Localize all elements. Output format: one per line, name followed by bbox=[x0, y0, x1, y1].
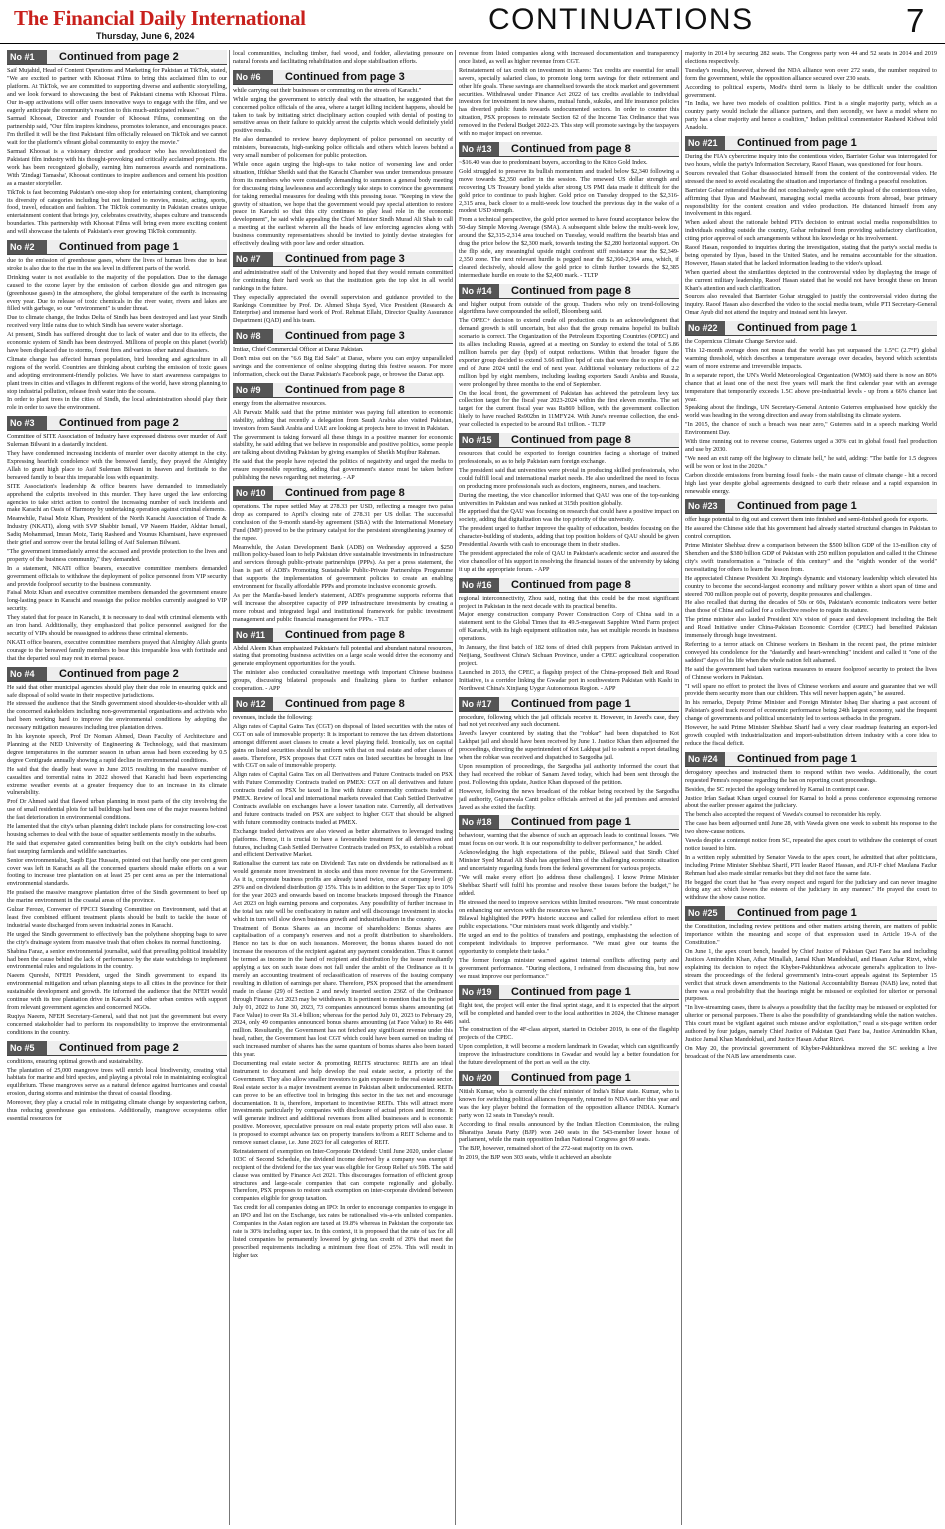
article-paragraph: Meanwhile, the Asian Development Bank (ADB) on Wednesday approved a $250 million policy-based loan to help Pakistan drive sustainable investments in infrastructure and services through public-private partnerships (PPPs). As per a press statement, the loan is part of ADB's Promoting Sustainable Public-Private Partnerships Programme that supports the implementation of government policies to create an enabling environment for fiscally affordable PPPs and promote inclusive economic growth. bbox=[233, 543, 453, 591]
article-paragraph: They especially appreciated the overall supervision and guidance provided to the Rankings Committee by Prof. Dr. Ahmed Shuja Syed, Vice President (Research & Enterprise) and immense hard work of Prof. Rehmat Ellahi, Director Quality Assurance Department (QAD) and his team. bbox=[233, 293, 453, 325]
article-paragraph: He apprised that the QAU was focusing on research that could have a positive impact on society, adding that digitalization was the top priority of the university. bbox=[459, 508, 679, 524]
article-paragraph: Committee of SITE Association of Industry have expressed distress over murder of Asif Suleman Bilwani in a dastardly incident. bbox=[7, 433, 227, 449]
page-number: 7 bbox=[906, 2, 925, 39]
continuation-article bbox=[233, 697, 453, 1260]
article-paragraph: "In 2015, the chance of such a breach was near zero," Guterres said in a speech marking World Environment Day. bbox=[685, 421, 937, 437]
continued-from-label: Continued from page 2 bbox=[47, 667, 227, 681]
continuation-article bbox=[7, 1041, 227, 1123]
article-paragraph: Raoof Hasan, responded to inquiries during the investigation, stating that the party's social media is being operated by Ilyas, based in the United States, and he remains accountable for the situation. However, Hasan stated that he lacked information leading to the video's upload. bbox=[685, 244, 937, 267]
article-paragraph: The government is taking forward all these things in a positive manner for economic stability, he said adding that we believe in responsible and positive politics, some people are talking about dividing Pakistan by giving examples of Sheikh Mujibur Rahman. bbox=[233, 433, 453, 457]
article-paragraph: and administrative staff of the University and hoped that they would remain committed for continuing their hard work so that the institution gets the top slot in all world rankings in the future. bbox=[233, 268, 453, 292]
article-number-badge: No #3 bbox=[7, 416, 47, 430]
article-paragraph: The former foreign minister warned against internal conflicts affecting party and government performance. "During elections, I refrained from discussing this, but now we must improve our performance." bbox=[459, 957, 679, 980]
article-paragraph: The president said that universities were pivotal in producing skilled professionals, who could fulfill local and international market needs. He also underlined the need to focus on producing more professionals such as doctors, engineers, nurses, and teachers. bbox=[459, 466, 679, 490]
article-number-badge: No #15 bbox=[459, 433, 499, 447]
article-paragraph: He said that the deadly heat wave in June 2015 resulting in the massive number of casualties and torrential rains in 2022 showed that Karachi had been experiencing extreme weather events at a greater frequency due to an increase in its climate vulnerability. bbox=[7, 765, 227, 797]
article-paragraph: In his keynote speech, Prof Dr Noman Ahmed, Dean Faculty of Architecture and Planning at the NED University of Engineering & Technology, said that maximum degree temperatures in the summer season in urban areas had been exceeding by 0.5 degree Centigrade annually showing a rapid decline in environmental conditions. bbox=[7, 733, 227, 764]
article-paragraph: Sources also revealed that Barrister Gohar struggled to justify the controversial video during the inquiry. Raoof Hasan also described the video to the social media team, while PTI Secretary-General Omar Ayub did not attend the inquiry and instead sent his lawyer. bbox=[685, 293, 937, 317]
article-paragraph: SITE Association's leadership & office bearers have demanded to immediately apprehend the culprits involved in this murder. They have urged the law enforcing agencies to take strict action to control the increasing number of such incidents and make Karachi an Oasis of Harmony by undertaking operation against criminal elements. bbox=[7, 482, 227, 514]
article-paragraph: conditions, ensuring optimal growth and sustainability. bbox=[7, 1057, 143, 1065]
article-paragraph: He lamented that the city's urban planning didn't include plans for constructing low-cost housing schemes to deal with the issue of squatter settlements mostly in the suburbs. bbox=[7, 823, 227, 838]
article-header bbox=[233, 252, 453, 267]
article-paragraph: Rationalise the current tax rate on Dividend: Tax rate on dividends be rationalised as it would generate more investment in stocks and thus more revenue for the Government. As it is, corporate business profits are already taxed twice, once at company level @ 29% and on dividend distribution @ 15%. This is in addition to the Super Tax up to 10% for the year 2023 and onwards based on income brackets imposed through the Finance Act 2023 on high earning persons and corporates. Any possibility of further increase in the total tax rate will be confiscatory in nature and will discourage investment in stocks which in turn will slow down business growth and industrialisation in the country. bbox=[233, 860, 453, 923]
article-number-badge: No #25 bbox=[685, 906, 725, 920]
article-paragraph: "In India, we have two models of coalition politics. First is a single majority party, which as a country party would include the alliance partners, and then secondly, we have a model where no party has a clear majority and hence a coalition," Indian political commentator Rasheed Kidwai told Anadolu. bbox=[685, 100, 937, 132]
article-paragraph: On May 20, the provincial government of Khyber-Pakhtunkhwa moved the SC seeking a live broadcast of the NAB law amendments case. bbox=[685, 1044, 937, 1060]
continuation-article bbox=[459, 578, 679, 693]
masthead-bar bbox=[0, 0, 945, 44]
article-header bbox=[459, 284, 679, 299]
continued-from-label: Continued from page 3 bbox=[273, 70, 453, 84]
article-paragraph: "We will make every effort [to address these challenges]. I know Prime Minister Shehbaz Sharif will fulfil his promise and resolve these issues before the budget," he added. bbox=[459, 873, 679, 897]
article-paragraph: The BJP, however, remained short of the 272-seat majority on its own. bbox=[459, 1145, 634, 1153]
continuation-article bbox=[459, 815, 679, 980]
article-paragraph: The minister also conducted consultative meetings with important Chinese business groups, discussing bilateral proposals and finalizing plans to further enhance cooperation. - APP bbox=[233, 669, 453, 693]
article-paragraph: When queried about the similarities depicted in the controversial video by displaying the image of the current military leadership, Raoof Hasan stated that he would not have brought these on Imran Khan's attention and such clarification. bbox=[685, 268, 937, 292]
article-paragraph: regional interconnectivity, Zhou said, noting that this could be the most significant project in Pakistan in the next decade with its practical benefits. bbox=[459, 594, 679, 610]
column-divider bbox=[681, 50, 682, 1525]
article-paragraph: He stressed the need to improve services within limited resources. "We must concentrate on enhancing our services with the resources we have." bbox=[459, 898, 679, 914]
text-column-2 bbox=[233, 50, 453, 1525]
article-number-badge: No #19 bbox=[459, 985, 499, 999]
article-paragraph: He said the government had taken various measures to ensure foolproof security to protect the lives of Chinese workers in Pakistan. bbox=[685, 665, 937, 681]
continued-from-label: Continued from page 1 bbox=[725, 321, 937, 335]
continued-from-label: Continued from page 2 bbox=[47, 416, 227, 430]
article-paragraph: In a written reply submitted by Senator Vawda to the apex court, he admitted that after politicians, including Prime Minister Shehbaz Sharif, PTI leader Raoof Hassan, and JUI-F chief Maulana Fazlur Rehman had also made similar remarks but they did not face the same fate. bbox=[685, 853, 937, 877]
article-paragraph: In 2019, the BJP won 303 seats, while it achieved an absolute bbox=[459, 1154, 612, 1162]
continued-from-label: Continued from page 8 bbox=[273, 628, 453, 642]
continuation-article bbox=[233, 50, 453, 66]
article-paragraph: The president urged to further improve the quality of education, besides focusing on the character-building of students, adding that top position holders of QAU should be given Presidential Awards with cash to encourage them in their studies. bbox=[459, 525, 679, 549]
continuation-article bbox=[459, 50, 679, 138]
article-paragraph: procedure, following which the jail officials receive it. However, in Javed's case, they had not yet received any such document. bbox=[459, 713, 679, 729]
continued-from-label: Continued from page 8 bbox=[499, 578, 679, 592]
continuation-article bbox=[685, 136, 937, 317]
article-header bbox=[233, 329, 453, 344]
article-number-badge: No #17 bbox=[459, 697, 499, 711]
article-paragraph: Climate change has affected human population, bird breeding and agriculture in all regions of the world. Countries are thinking about curbing the emission of toxic gases and adopting environment-friendly policies. We have to start awareness campaigns to plant trees in cities and villages in different regions of the world, have strong planning to stop industrial pollution, release fresh water into the oceans. bbox=[7, 355, 227, 395]
article-paragraph: Acknowledging the high expectations of the public, Bilawal said that Sindh Chief Minister Syed Murad Ali Shah has apprised him of the challenging economic situation and uncertainty regarding funds from the federal government for various projects. bbox=[459, 849, 679, 873]
article-header bbox=[685, 752, 937, 767]
article-number-badge: No #7 bbox=[233, 252, 273, 266]
article-paragraph: On the local front, the government of Pakistan has achieved the petroleum levy tax collection target for the fiscal year 2023-2024 within the first eleven months. The set target for the current fiscal year was Rs869 billion, with the government collection likely to have reached Rs902bn in 11MFY24. With June's revenue collection, the end-year collected is expected to be around Rs1 trillion. - TLTP bbox=[459, 389, 679, 429]
article-paragraph: Align rates of Capital Gains Tax on all Derivatives and Future Contracts traded on PSX with Future Commodity Contracts traded on PMEX: CGT on all derivatives and future contracts traded on PSX be taxed in line with future commodity contracts traded at PMEX. Review of local and international markets revealed that Cash Settled Derivative Contracts available on exchanges have a lower taxation rate. Currently, all derivatives and future contracts traded on PSX are subject to higher CGT that should be aligned with future commodity contracts traded at PMEX. bbox=[233, 771, 453, 826]
article-paragraph: Referring to a terror attack on Chinese workers in Besham in the recent past, the prime minister conveyed his condolence for the "dastardly and heart-wrenching" incident and called it "one of the saddest" days of his life when the whole nation felt ashamed. bbox=[685, 641, 937, 664]
article-paragraph: The OPEC+ decision to extend crude oil production cuts is an acknowledgment that demand growth is still uncertain, but also that the group remains hopeful its bullish scenario is correct. The Organization of the Petroleum Exporting Countries (OPEC) and its allies including Russia, agreed at a meeting on Sunday to extend the total of 5.86 million barrels per day (bpd) of output reductions. Within that broader figure the exporter group decided to extend 3.66 million bpd of cuts that were due to expire at the end of June 2024 until the end of next year. Additional voluntary reductions of 2.2 million bpd by eight members, including leading exporters Saudi Arabia and Russia, were prolonged by three months to the end of September. bbox=[459, 317, 679, 388]
continuation-article bbox=[233, 252, 453, 325]
article-paragraph: During the meeting, the vice chancellor informed that QAU was one of the top-ranking universities in Pakistan and was ranked at 315th position globally. bbox=[459, 491, 679, 507]
continuation-article bbox=[233, 329, 453, 379]
article-paragraph: With time running out to reverse course, Guterres urged a 30% cut in global fossil fuel production and use by 2030. bbox=[685, 438, 937, 453]
article-paragraph: Upon resumption of proceedings, the Sargodha jail authority informed the court that they had received the robkar of Sanam Javed today, which had been sent through the post. Following this update, Justice Khan disposed of the petition. bbox=[459, 762, 679, 786]
article-paragraph: Ali Parvaiz Malik said that the prime minister was paying full attention to economic stability, adding that recently a delegation from Saudi Arabia also visited Pakistan, investors from Saudi Arabia and UAE are looking at projects here to invest in Pakistan. bbox=[233, 408, 453, 432]
continuation-article bbox=[459, 1071, 679, 1162]
article-paragraph: Reinstatement of exemption on Inter-Corporate Dividend: Until June 2020, under clause 103C of Second Schedule, the dividend income derived by a company was exempt if recipient of the dividend for the tax year was eligible for Group Relief u/s 59B. The said clause was omitted by Finance Act 2021. This discourages formation of efficient group structures and large-scale companies that can compete regionally and globally. Therefore, PSX proposes to restore such exemption on inter-corporate dividend between companies eligible for group taxation. bbox=[233, 1147, 453, 1203]
article-paragraph: They have condemned increasing incidents of murder over dacoity attempt in the city. Expressing heartfelt condolence with the bereaved family, they prayed the Almighty Allah to grant high place to Asif Suleman Bilwani in heaven and fortitude to the bereaved family to bear this irreparable loss with equanimity. bbox=[7, 450, 227, 481]
continued-from-label: Continued from page 2 bbox=[47, 50, 227, 64]
article-paragraph: Gold struggled to preserve its bullish momentum and traded below $2,340 following a move towards $2,350 earlier in the session. The renewed US dollar strength and recovering US Treasury bond yields after strong US PMI data made it difficult for the gold price to continue to push higher. Gold price on Tuesday dropped to the $2,316-2,315 area, back closer to a multi-week low touched the previous day in the wake of a modest USD strength. bbox=[459, 167, 679, 215]
continued-from-label: Continued from page 3 bbox=[273, 252, 453, 266]
continued-from-label: Continued from page 1 bbox=[499, 815, 679, 829]
article-number-badge: No #20 bbox=[459, 1071, 499, 1085]
article-paragraph: He appreciated Chinese President Xi Jinping's dynamic and visionary leadership which elevated his country to become the second-largest economy and military power within a short span of time and steered 700 million people out of poverty, despite pressures and challenges. bbox=[685, 574, 937, 598]
article-paragraph: At present, Sindh has suffered drought due to lack of water and due to its effects, the economic system of Sindh has been destroyed. Millions of people on this planet (world) have been displaced due to storms, forest fires and various other natural disasters. bbox=[7, 331, 227, 354]
article-paragraph: When asked about the rationale behind PTI's decision to entrust social media responsibilities to individuals residing outside the country, Gohar refrained from providing satisfactory clarification, citing prior approval of such arrangements without his knowledge or his involvement. bbox=[685, 219, 937, 243]
article-number-badge: No #9 bbox=[233, 383, 273, 397]
continuation-article bbox=[685, 499, 937, 747]
article-paragraph: Saif Mujahid, Head of Content Operations and Marketing for Pakistan at TikTok, stated, "We are excited to partner with Khoosat Films to bring this acclaimed film to our platform. At TikTok, we are committed to supporting diverse and authentic storytelling, and we look forward to showcasing the best of Pakistani cinema with Khoosat Films. Our in-app activations will offer users innovative ways to engage with the film, and we eagerly anticipate the community's reaction to this much-anticipated release." bbox=[7, 67, 227, 114]
article-paragraph: Speaking about the findings, UN Secretary-General Antonio Guterres emphasised how quickly the world was heading in the wrong direction and away from stabilising its climate system. bbox=[685, 404, 937, 420]
continuation-article bbox=[7, 240, 227, 412]
article-header bbox=[7, 416, 227, 431]
article-number-badge: No #14 bbox=[459, 284, 499, 298]
continued-from-label: Continued from page 1 bbox=[499, 697, 679, 711]
article-paragraph: As per the Manila-based lender's statement, ADB's programme supports reforms that will increase the absorptive capacity of PPP infrastructure investments by creating a more robust and integrated legal and institutional framework for public investment management and public financial management for PPPs. - TLT bbox=[233, 591, 453, 623]
continued-from-label: Continued from page 8 bbox=[273, 486, 453, 500]
article-paragraph: revenue from listed companies along with increased documentation and transparency once listed, as well as higher revenue from CGT. bbox=[459, 50, 679, 65]
newspaper-title: The Financial Daily International bbox=[14, 6, 306, 30]
article-paragraph: However, following the news broadcast of the robkar being received by the Sargodha jail authority, Gujranwala Cantt police officials arrived at the jail premises and arrested Javed as she exited the facility. bbox=[459, 787, 679, 811]
article-paragraph: From a technical perspective, the gold price seemed to have found acceptance below the 50-day Simple Moving Average (SMA). A subsequent slide below the multi-week low, around the $2,315-2,314 area touched on Tuesday, would reaffirm the bearish bias and drag the price below the $2,300 mark, towards testing the $2,280 horizontal support. On the flip side, any meaningful upside might confront stiff resistance near the $2,349-2,350 zone. The next relevant hurdle is pegged near the $2,360-2,364 area, which, if cleared decisively, should allow the gold price to climb further towards the $2,385 intermediate hurdle en route to the $2,400 mark. - TLTP bbox=[459, 216, 679, 279]
article-paragraph: The plantation of 25,000 mangrove trees will enrich local biodiversity, creating vital habitats for marine and bird species, and playing a pivotal role in maintaining ecological equilibrium. These mangroves serve as a natural defence against hurricanes and coastal erosion, during storms and minimise the threat of coastal flooding. bbox=[7, 1066, 227, 1098]
article-paragraph: Tuesday's results, however, showed the NDA alliance won over 272 seats, the number required to form the government, while the opposition alliance secured over 230 seats. bbox=[685, 66, 937, 82]
continued-from-label: Continued from page 1 bbox=[725, 136, 937, 150]
article-paragraph: While urging the government to strictly deal with the situation, he suggested that the concerned police officials of the area, where a target killing incident happens, should be taken to task by initiating strict disciplinary action coupled with denial of posting to sensitive areas on their failure to quickly arrest the culprits which would definitely yield positive results. bbox=[233, 95, 453, 135]
article-paragraph: He urged an end to the politics of transfers and postings, emphasising the selection of competent individuals to improve performance. "We must give our teams the opportunity to complete their tasks." bbox=[459, 932, 679, 956]
article-header bbox=[685, 906, 937, 921]
article-paragraph: NKATI office bearers, executive committee members prayed that Almighty Allah grants courage to the bereaved family members to bear this irreparable loss with fortitude and that the departed soul may rest in eternal peace. bbox=[7, 638, 227, 662]
article-paragraph: Sarmad Khoosat is a visionary director and producer who has revolutionized the Pakistani film industry with his thought-provoking and critically acclaimed projects. His work has been recognized globally, earning him numerous awards and nominations. With 'Zindagi Tamasha', Khoosat continues to inspire audiences and cement his position as a master storyteller. bbox=[7, 148, 227, 187]
article-header bbox=[7, 1041, 227, 1056]
article-paragraph: He stressed the audience that the Sindh government stood shoulder-to-shoulder with all the concerned stakeholders including non-governmental organisations and activists who had been working hard to improve the environmental conditions by adopting the necessary mitigation measures including tree plantation drives. bbox=[7, 700, 227, 732]
article-paragraph: Javed's lawyer countered by stating that the "robkar" had been dispatched to Kot Lakhpat jail and should have been received by June 1. Justice Khan then adjourned the proceedings, directing the superintendent of Kot Lakhpat jail to submit a report detailing when the robkar was received and dispatched to Sargodha jail. bbox=[459, 730, 679, 762]
article-header bbox=[685, 321, 937, 336]
article-paragraph: local communities, including timber, fuel wood, and fodder, alleviating pressure on natural forests and facilitating rehabilitation and slope stabilisation efforts. bbox=[233, 50, 453, 65]
article-paragraph: Abdul Aleem Khan emphasized Pakistan's full potential and abundant natural resources, stating that promoting business activities on a large scale would drive the economy and generate employment opportunities for the youth. bbox=[233, 644, 453, 668]
article-number-badge: No #16 bbox=[459, 578, 499, 592]
article-paragraph: "In live-streaming cases, there is always a possibility that the facility may be misused or exploited for ulterior or personal purposes. There is also the possibility of grandstanding while the nation watches. This court must be vigilant against such misuse and/or exploitation," read a six-page written order authored by four judges, namely Chief Justice of Pakistan Qazi Faez Isa, Justice Aminuddin Khan, Justice Jamal Khan Mandokhail, and Justice Hasan Azhar Rizvi. bbox=[685, 1004, 937, 1043]
article-number-badge: No #18 bbox=[459, 815, 499, 829]
article-number-badge: No #23 bbox=[685, 499, 725, 513]
article-paragraph: Senior environmentalist, Saqib Ejaz Hussain, pointed out that hardly one per cent green cover was left in Karachi as all the concerned quarters should make efforts on a war footing to increase tree plantation on at least 25 per cent area as per the international environmental standards. bbox=[7, 856, 227, 888]
continuation-article bbox=[459, 284, 679, 430]
article-paragraph: While once again urging the high-ups to take notice of worsening law and order situation, Iftikhar Sheikh said that the Karachi Chamber was under tremendous pressure from its members who were constantly demanding to summon a general body meeting for discussing rising lawlessness and accordingly take steps to convince the government for taking remedial measures for dealing with this pressing issue. "Keeping in view the gravity of situation, we hope that the government would pay special attention to restore peace in Karachi so that this city continues to play lead role in the economic development", he said while appealing the Chief Minister Sindh Murad Ali Shah to call a meeting at the earliest wherein all the heads of law enforcing agencies along with business community representatives should be invited to jointly devise strategies for effectively dealing with poor law and order situation. bbox=[233, 160, 453, 248]
article-number-badge: No #5 bbox=[7, 1041, 47, 1055]
article-paragraph: This 12-month average does not mean that the world has yet surpassed the 1.5°C (2.7°F) global warming threshold, which describes a temperature average over decades, beyond which scientists warn of more extreme and irreversible impacts. bbox=[685, 347, 937, 370]
article-paragraph: In his remarks, Deputy Prime Minister and Foreign Minister Ishaq Dar sharing a past account of Pakistan's good track record of economic performance being 24th largest economy, said the frequent change of governments and political uncertainty led to serious setbacks in the program. bbox=[685, 699, 937, 723]
article-paragraph: He also recalled that during the decades of 50s or 60s, Pakistan's economic indicators were better than those of China and called for a collective resolve to regain its stature. bbox=[685, 599, 937, 615]
continuation-article bbox=[685, 906, 937, 1060]
article-paragraph: while carrying out their businesses or commuting on the streets of Karachi." bbox=[233, 86, 422, 94]
article-header bbox=[7, 240, 227, 255]
continuation-article bbox=[7, 667, 227, 1037]
continuation-article bbox=[459, 697, 679, 812]
article-paragraph: They stated that for peace in Karachi, it is necessary to deal with criminal elements with an iron hand. Additionally, they emphasized that police personnel assigned for the security of VIPs should be reassigned to address these criminal elements. bbox=[7, 614, 227, 637]
article-paragraph: Shabina Faraz, a senior environmental journalist, said that prevailing political instability had been the cause behind the lack of performance by the state watchdogs to implement environmental rules and regulations in the country. bbox=[7, 947, 227, 971]
article-paragraph: the Copernicus Climate Change Service said. bbox=[685, 338, 798, 346]
continuation-article bbox=[233, 70, 453, 248]
article-paragraph: In a separate report, the UN's World Meteorological Organization (WMO) said there is now an 80% chance that at least one of the next five years will mark the first calendar year with an average temperature that temporarily exceeds 1.5C above pre-industrial levels - up from a 66% chance last year. bbox=[685, 371, 937, 403]
article-paragraph: "The government immediately arrest the accused and provide protection to the lives and property of the business community," they demanded. bbox=[7, 547, 227, 563]
article-header bbox=[459, 433, 679, 448]
article-paragraph: Besides, the SC rejected the apology tendered by Kamal in contempt case. bbox=[685, 785, 870, 793]
article-paragraph: Naeem Qureshi, NFEH President, urged the Sindh government to expand its environmental mitigation and urban planning steps to all cities in the province for their sustainable development and growth. He informed the audience that the NFEH would continue with its tree plantation drive in Karachi and other urban centres with support from relevant government agencies and concerned NGOs. bbox=[7, 972, 227, 1011]
article-header bbox=[233, 697, 453, 712]
article-paragraph: Sarmad Khoosat, Director and Founder of Khoosat Films, commenting on the partnership said, "Our film inspires kindness, promotes tolerance, and encourages peace. I'm thrilled it will be the first Pakistani film officially released on TikTok and we cannot wait for the platform's vibrant global community to enjoy the movie." bbox=[7, 115, 227, 147]
article-paragraph: Launched in 2013, the CPEC, a flagship project of the China-proposed Belt and Road Initiative, is a corridor linking the Gwadar port in southwestern Pakistan with Kashi in Northwest China's Xinjiang Uygur Autonomous Region. - APP bbox=[459, 668, 679, 692]
continued-from-label: Continued from page 8 bbox=[499, 433, 679, 447]
article-number-badge: No #8 bbox=[233, 329, 273, 343]
continuation-article bbox=[233, 628, 453, 693]
article-header bbox=[7, 667, 227, 682]
article-paragraph: The construction of the 4F-class airport, started in October 2019, is one of the flagship projects of the CPEC. bbox=[459, 1026, 679, 1042]
continuation-article bbox=[233, 486, 453, 624]
article-paragraph: Faisal Moiz Khan and executive committee members demanded the government ensure long-lasting peace in Karachi and reassign the police mobiles currently assigned to VIP security. bbox=[7, 589, 227, 613]
article-paragraph: He urged the Sindh government to effectively ban the polythene shopping bags to save the city's drainage system from massive trash that often chokes its normal functioning. bbox=[7, 930, 227, 946]
article-paragraph: Sources revealed that Gohar disassociated himself from the content of the controversial video. He stressed the need to avoid escalating the situation and importance of finding a peaceful resolution. bbox=[685, 169, 937, 185]
article-paragraph: Reinstatement of tax credit on investment in shares: Tax credits are essential for small savers, specially salaried class, to promote long term savings for their retirement and other life goals. These savings are channelised towards the stock market and government securities. Withdrawal under Finance Act 2022 of tax credits available to individual investors for investment in new shares, mutual funds, sukuks, and life insurance policies has diverted public funds towards undocumented sectors. In order to counter this situation, PSX proposes to reinstate Section 62 of the Income Tax Ordinance that was removed in the Federal Budget 2022-23. This step will promote savings by the taxpayers with no major impact on revenue. bbox=[459, 66, 679, 138]
continued-from-label: Continued from page 1 bbox=[725, 499, 937, 513]
article-paragraph: Tax credit for all companies doing an IPO: In order to encourage companies to engage in an IPO and list on the Exchange, tax rates be rationalised vis-a-vis unlisted companies. Companies in the Asian region are taxed at 19.8% whereas in Pakistan the corporate tax rate is 30% including super tax. In this context, it is proposed that the rate of tax for all listed companies be permanently lowered by giving tax credit of 20% that meet the prescribed requirements including a minimum free float of 25%. This will result in higher tax bbox=[233, 1204, 453, 1259]
article-paragraph: The prime minister also lauded President Xi's vision of peace and development including the Belt and Road Initiative under China-Pakistan Economic Corridor (CPEC) had benefited Pakistan immensely through huge investment. bbox=[685, 616, 937, 640]
article-paragraph: According to political experts, Modi's third term is likely to be difficult under the coalition government. bbox=[685, 83, 937, 99]
article-number-badge: No #24 bbox=[685, 752, 725, 766]
article-paragraph: He said that the people have rejected the politics of negativity and urged the media to ensure responsible reporting, adding that government's stance must be taken before publishing the news regarding net metering. - AP bbox=[233, 458, 453, 482]
article-number-badge: No #22 bbox=[685, 321, 725, 335]
continuation-article bbox=[459, 142, 679, 280]
article-paragraph: The president appreciated the role of QAU in Pakistan's academic sector and assured the vice chancellor of his support in resolving the financial issues of the university by taking it up at the appropriate forum. - APP bbox=[459, 549, 679, 573]
article-paragraph: According to final results announced by the Indian Election Commission, the ruling Bharatiya Janata Party (BJP) won 240 seats in the 543-member lower house of parliament, while the main opposition Indian National Congress got 99 seats. bbox=[459, 1120, 679, 1144]
text-column-3 bbox=[459, 50, 679, 1525]
article-paragraph: In a statement, NKATI office bearers, executive committee members demanded government officials to withdraw the deployment of police personnel from VIP security and provide foolproof security to the business community. bbox=[7, 564, 227, 588]
article-paragraph: He said that expensive gated communities being built on the city's outskirts had been fast usurping farmlands and wildlife sanctuaries. bbox=[7, 839, 227, 855]
article-paragraph: On June 1, the apex court bench, headed by Chief Justice of Pakistan Qazi Faez Isa and including Justices Aminuddin Khan, Athar Minallah, Jamal Khan Mandokhail, and Hasan Azhar Rizvi, while explaining its decision to reject the Khyber-Pakhtunkhwa advocate general's application to live-stream the proceedings of the federal government's intra-court appeals against its September 15 verdict that struck down amendments to the National Accountability Bureau (NAB) law, noted that there was a real probability that the hearings might be misused or exploited for ulterior or personal purposes. bbox=[685, 948, 937, 1003]
article-paragraph: operations. The rupee settled May at 278.33 per USD, reflecting a meagre two paisa drop as compared to April's closing rate of 278.31 per US dollar. The successful conclusion of the 9-month stand-by agreement (SBA) with the International Monetary Fund (IMF) proved to be the primary catalyst for the persistent strengthening journey of the rupee. bbox=[233, 502, 453, 542]
article-paragraph: Prime Minister Shehbaz drew a comparison between the $500 billion GDP of the 13-million city of Shenzhen and the $380 billion GDP of Pakistan with 250 million population and called it the Chinese city's swift transformation a "miracle of this century" and the "eighth wonder of the world" necessitating for others to learn the lesson from. bbox=[685, 542, 937, 573]
article-paragraph: Major energy construction company Power Construction Corp of China said in a statement sent to the Global Times that its 49.5-megawatt Sapphire Wind Farm project off Karachi, with its high equipment utilization rate, has set multiple records in business operations. bbox=[459, 611, 679, 643]
article-paragraph: TikTok is fast becoming Pakistan's one-stop shop for entertaining content, championing its diversity of categories including but not limited to movies, music, acting, sports, food, travel, education and fashion. The TikTok community in Pakistan creates unique entertainment content that brings joy, celebrates creativity, shapes culture and transcends boundaries. This partnership with Khoosat Films will bring even more exciting content and will showcase the talents of Pakistan's ever growing TikTok community. bbox=[7, 188, 227, 236]
continuation-article bbox=[685, 752, 937, 903]
article-paragraph: Documenting real estate sector & promoting REITS structures: REITs are an ideal instrument to document and help develop the real estate sector, a priority of the Government. They also allow smaller investors to gain exposure to the real estate sector. Real estate sector is a major investment avenue in Pakistan albeit undocumented. REITs can prove to be an effective tool in bringing this sector in the tax net and encourage documentation. It is, therefore, important to incentivise REITs. This will attract more investments particularly by companies with disclosure of actual prices and income. It will generate indirect and additional revenues from allied businesses and is economic positive. Moreover, speculative pressure on real estate property prices will also ease. It is proposed to exempt advance tax on property transfers to/from a REIT Scheme and to remove sunset clause, i.e. June 2023 for all categories of REIT. bbox=[233, 1059, 453, 1147]
article-paragraph: Imtiaz, Chief Commercial Officer at Daraz Pakistan. bbox=[233, 346, 364, 354]
article-header bbox=[233, 70, 453, 85]
article-paragraph: derogatory speeches and instructed them to respond within two weeks. Additionally, the court requested Pemra's response regarding the ban on reporting court proceedings. bbox=[685, 768, 937, 784]
continued-from-label: Continued from page 8 bbox=[273, 697, 453, 711]
section-title: CONTINUATIONS bbox=[488, 3, 754, 36]
article-paragraph: "We need an exit ramp off the highway to climate hell," he said, adding: "The battle for 1.5 degrees will be won or lost in the 2020s." bbox=[685, 454, 937, 470]
article-paragraph: In order to plant trees in the cities of Sindh, the local administration should play their role in order to save the environment. bbox=[7, 396, 227, 412]
article-number-badge: No #12 bbox=[233, 697, 273, 711]
article-paragraph: Nitish Kumar, who is currently the chief minister of India's Bihar state. Kumar, who is known for switching political alliances frequently, returned to NDA earlier this year and was the key player behind the formation of the opposition alliance INDIA. Kumar's party won 12 seats in Tuesday's result. bbox=[459, 1087, 679, 1119]
continued-from-label: Continued from page 1 bbox=[499, 1071, 679, 1085]
article-paragraph: the Constitution, including review petitions and other matters arising therein, are matters of public importance within the meaning and scope of that expression used in Article 19-A of the Constitution." bbox=[685, 923, 937, 947]
article-header bbox=[459, 697, 679, 712]
continued-from-label: Continued from page 8 bbox=[499, 284, 679, 298]
article-paragraph: Prof Dr Ahmed said that flawed urban planning in most parts of the city involving the use of small residential plots for tall buildings had been one of the major reasons behind the fast deterioration in environmental conditions. bbox=[7, 798, 227, 822]
article-header bbox=[7, 50, 227, 65]
article-header bbox=[233, 486, 453, 501]
article-header bbox=[233, 383, 453, 398]
article-paragraph: Drinking water is not available to the majority of the population. Due to the damage caused to the ozone layer by the emission of carbon dioxide gas and nitrogen gas (greenhouse gases) in the atmosphere, the global temperature of the earth is increasing every year. Due to release of toxic chemicals in the river water, rivers and lakes are filled with garbage, so our "environment" is under threat. bbox=[7, 273, 227, 313]
article-number-badge: No #13 bbox=[459, 142, 499, 156]
article-number-badge: No #1 bbox=[7, 50, 47, 64]
column-divider bbox=[229, 50, 230, 1525]
article-paragraph: During the FIA's cybercrime inquiry into the contentious video, Barrister Gohar was interrogated for two hours, while the party's Information Secretary, Raoof Hasan, was questioned for four hours. bbox=[685, 153, 937, 168]
article-paragraph: Bilawal highlighted the PPP's historic success and called for relentless effort to meet public expectations. "Our ministers must work diligently and visibly." bbox=[459, 915, 679, 931]
article-paragraph: Align rates of Capital Gains Tax (CGT) on disposal of listed securities with the rates of CGT on sale of immovable property: It is important to remove the tax driven distortions amongst different asset classes to create a level playing field. Ironically, tax on capital gains on listed securities should be uniform with that on real estate and other classes of assets. Therefore, PSX proposes that CGT rates on listed securities be brought in line with CGT on sale of immovable property. bbox=[233, 722, 453, 770]
article-paragraph: He praised the massive mangrove plantation drive of the Sindh government to beef up the marine environment in the coastal areas of the province. bbox=[7, 889, 227, 905]
article-header bbox=[685, 499, 937, 514]
continued-from-label: Continued from page 3 bbox=[273, 329, 453, 343]
issue-date: Thursday, June 6, 2024 bbox=[96, 31, 195, 41]
article-paragraph: In January, the first batch of 182 tons of dried chili peppers from Pakistan arrived in Neijiang, Southwest China's Sichuan Province, under a CPEC agricultural cooperation project. bbox=[459, 644, 679, 667]
article-number-badge: No #10 bbox=[233, 486, 273, 500]
article-paragraph: Meanwhile, Faisal Moiz Khan, President of the North Karachi Association of Trade & Industry (NKATI), along with SVP Shabbir Ismail, VP Naeem Haider, Akhtar Ismail, Sadiq Mohammad, Imran Moiz, Tariq Rasheed and Younus Khamisani, have expressed their grief and sorrow over the brutal killing of Asif Suleman Bilwani. bbox=[7, 515, 227, 547]
continuation-article bbox=[685, 321, 937, 495]
continued-from-label: Continued from page 1 bbox=[725, 752, 937, 766]
continuation-article bbox=[7, 50, 227, 236]
continuation-article bbox=[685, 50, 937, 132]
article-paragraph: Justice Irfan Sadaat Khan urged counsel for Kamal to hold a press conference expressing remorse about the earlier presser against the judiciary. bbox=[685, 794, 937, 810]
article-paragraph: Moreover, they play a crucial role in mitigating climate change by sequestering carbon, thus reducing greenhouse gas emissions. Additionally, mangrove ecosystems offer essential resources for bbox=[7, 1099, 227, 1122]
article-header bbox=[459, 1071, 679, 1086]
article-paragraph: due to the emission of greenhouse gases, where the lives of human lives due to heat stroke is also due to the rise in the sea level in different parts of the world. bbox=[7, 257, 227, 272]
continuation-article bbox=[459, 433, 679, 574]
article-header bbox=[685, 136, 937, 151]
article-number-badge: No #2 bbox=[7, 240, 47, 254]
article-paragraph: ~$16.40 was due to predominant buyers, according to the Kitco Gold Index. bbox=[459, 158, 648, 166]
continued-from-label: Continued from page 1 bbox=[499, 985, 679, 999]
continued-from-label: Continued from page 2 bbox=[47, 1041, 227, 1055]
article-paragraph: Due to climate change, the Indus Delta of Sindh has been destroyed and last year Sindh received very little rains due to which Sindh has severe water shortage. bbox=[7, 314, 227, 330]
article-number-badge: No #6 bbox=[233, 70, 273, 84]
article-paragraph: Upon completion, it will become a modern landmark in Gwadar, which can significantly improve the infrastructure conditions in Gwadar and would lay a better foundation for the future development of the port as well as the city. bbox=[459, 1043, 679, 1067]
column-divider bbox=[455, 50, 456, 1525]
article-header bbox=[233, 628, 453, 643]
article-paragraph: Exchange traded derivatives are also viewed as better alternatives to leveraged trading platforms. Hence, it is crucial to have a favourable treatment for all derivatives and futures, including Cash Settled Derivative Contracts traded on PSX, to establish a robust and efficient Derivative Market. bbox=[233, 827, 453, 859]
article-paragraph: The case has been adjourned until June 28, with Vawda given one week to submit his response to the two show-cause notices. bbox=[685, 820, 937, 836]
article-paragraph: Don't miss out on the "6.6 Big Eid Sale" at Daraz, where you can enjoy unparalleled savings and the convenience of online shopping during this festive season. For more information, check out the Daraz Pakistan's Facebook page, or browse the Daraz app. bbox=[233, 355, 453, 378]
article-paragraph: "I will spare no effort to protect the lives of Chinese workers and assure and guarantee that we will provide them security more than our children. This will never happen again," he assured. bbox=[685, 682, 937, 698]
text-column-1 bbox=[7, 50, 227, 1525]
article-paragraph: behaviour, warning that the absence of such an approach leads to continual losses. "We must focus on our work. It is our responsibility to deliver performance," he added. bbox=[459, 832, 679, 848]
continued-from-label: Continued from page 8 bbox=[273, 383, 453, 397]
article-header bbox=[459, 985, 679, 1000]
article-paragraph: He also demanded to review heavy deployment of police personnel on security of ministers, bureaucrats, high-ranking police officials and others which leaves behind a very small number of policemen for public protection. bbox=[233, 136, 453, 160]
continued-from-label: Continued from page 1 bbox=[725, 906, 937, 920]
article-paragraph: Treatment of Bonus Shares as an income of shareholders: Bonus shares are capitalisation of a company's reserves and not a profit distribution to shareholders. Hence no tax is due on such issuances. Moreover, the bonus shares issued do not increase the resources of the recipient against any payment consideration. Thus it cannot be termed as income in the hand of recipient and distribution by the issuer resultantly applying a tax on such issue does not fall under the ambit of the Ordinance as it is merely an accounting treatment of reclassification of reserves of the issuing company resulting in dilution of earnings per share. Therefore, PSX proposed that the amendment made in clause (29) of Section 2 and newly inserted section 236Z of the Ordinance through Finance Act 2023 may be withdrawn. It is pertinent to mention that in the period July 01, 2022 to June 30, 2023, 73 companies announced bonus shares amounting (at Face Value) to over Rs 31.4 billion; whereas for the period July 01, 2023 to February 29, 2024, only 49 companies announced bonus shares amounting (at Face Value) to Rs 446 million. Resultantly, the Government has not fetched any significant revenue under this head, rather, the Government has lost CGT which could have been earned on trading of such increased number of shares has the same quantum of bonus shares also been issued this year. bbox=[233, 924, 453, 1059]
article-paragraph: Barrister Gohar reiterated that he did not conclusively agree with the upload of the contentious video, affirming that Ilyas and Mashwani, managing social media accounts from abroad, bear primary responsibility for the content creation and video production. He distanced himself from any involvement in this regard. bbox=[685, 186, 937, 218]
article-header bbox=[459, 142, 679, 157]
article-header bbox=[459, 815, 679, 830]
continued-from-label: Continued from page 1 bbox=[47, 240, 227, 254]
article-number-badge: No #4 bbox=[7, 667, 47, 681]
article-number-badge: No #21 bbox=[685, 136, 725, 150]
article-paragraph: Carbon dioxide emissions from burning fossil fuels - the main cause of climate change - hit a record high last year despite global agreements designed to curb their release and a rapid expansion in renewable energy. bbox=[685, 471, 937, 495]
article-paragraph: resources that could be exported to foreign countries facing a shortage of trained professionals, so as to help Pakistan earn foreign exchange. bbox=[459, 450, 679, 465]
article-header bbox=[459, 578, 679, 593]
article-paragraph: He begged the court that he "has every respect and regard for the judiciary and can never imagine doing any act which lowers the esteem of the judiciary in any manner." He prayed the court to withdraw the show cause notice. bbox=[685, 878, 937, 902]
article-paragraph: flight test, the project will enter the final sprint stage, and it is expected that the airport will be completed and handed over to the local authorities in 2024, the Chinese manager said. bbox=[459, 1001, 679, 1025]
article-paragraph: Vawda despite a contempt notice from SC, repeated the apex court to withdraw the contempt of court notice issued to him. bbox=[685, 837, 937, 852]
text-column-4 bbox=[685, 50, 937, 1525]
article-paragraph: offer huge potential to dig out and convert them into finished and semi-finished goods for exports. bbox=[685, 516, 929, 524]
continuation-article bbox=[7, 416, 227, 662]
article-paragraph: Gulzar Feroze, Convener of FPCCI Standing Committee on Environment, said that at least five combined effluent treatment plants should be built to tackle the issue of industrial waste discharged from seven industrial zones in Karachi. bbox=[7, 906, 227, 929]
article-paragraph: Ruqiya Naeem, NFEH Secretary-General, said that not just the government but every concerned stakeholder had to perform its responsibility to improve the environmental conditions in the country. bbox=[7, 1012, 227, 1036]
article-paragraph: The bench also accepted the request of Vawda's counsel to reconsider his reply. bbox=[685, 811, 881, 819]
continuation-article bbox=[233, 383, 453, 482]
article-paragraph: He said that other municipal agencies should play their due role in ensuring quick and safe disposal of solid waste in their respective jurisdictions. bbox=[7, 683, 227, 699]
article-number-badge: No #11 bbox=[233, 628, 273, 642]
article-paragraph: revenues, include the following: bbox=[233, 714, 313, 721]
article-paragraph: energy from the alternative resources. bbox=[233, 399, 327, 407]
article-paragraph: majority in 2014 by securing 282 seats. The Congress party won 44 and 52 seats in 2014 and 2019 elections respectively. bbox=[685, 50, 937, 65]
continued-from-label: Continued from page 8 bbox=[499, 142, 679, 156]
article-paragraph: However, he said Prime Minister Shehbaz Sharif had a very clear roadmap featuring an export-led growth coupled with industrialization and import-substitution driven industry with a core idea to reduce the fiscal deficit. bbox=[685, 724, 937, 747]
article-paragraph: He assured the Chinese side that his government had already started structural changes in Pakistan to control corruption. bbox=[685, 525, 937, 541]
continuation-article bbox=[459, 985, 679, 1067]
article-paragraph: and higher output from outside of the group. Traders who rely on trend-following algorithms have compounded the selloff, Bloomberg said. bbox=[459, 300, 679, 316]
